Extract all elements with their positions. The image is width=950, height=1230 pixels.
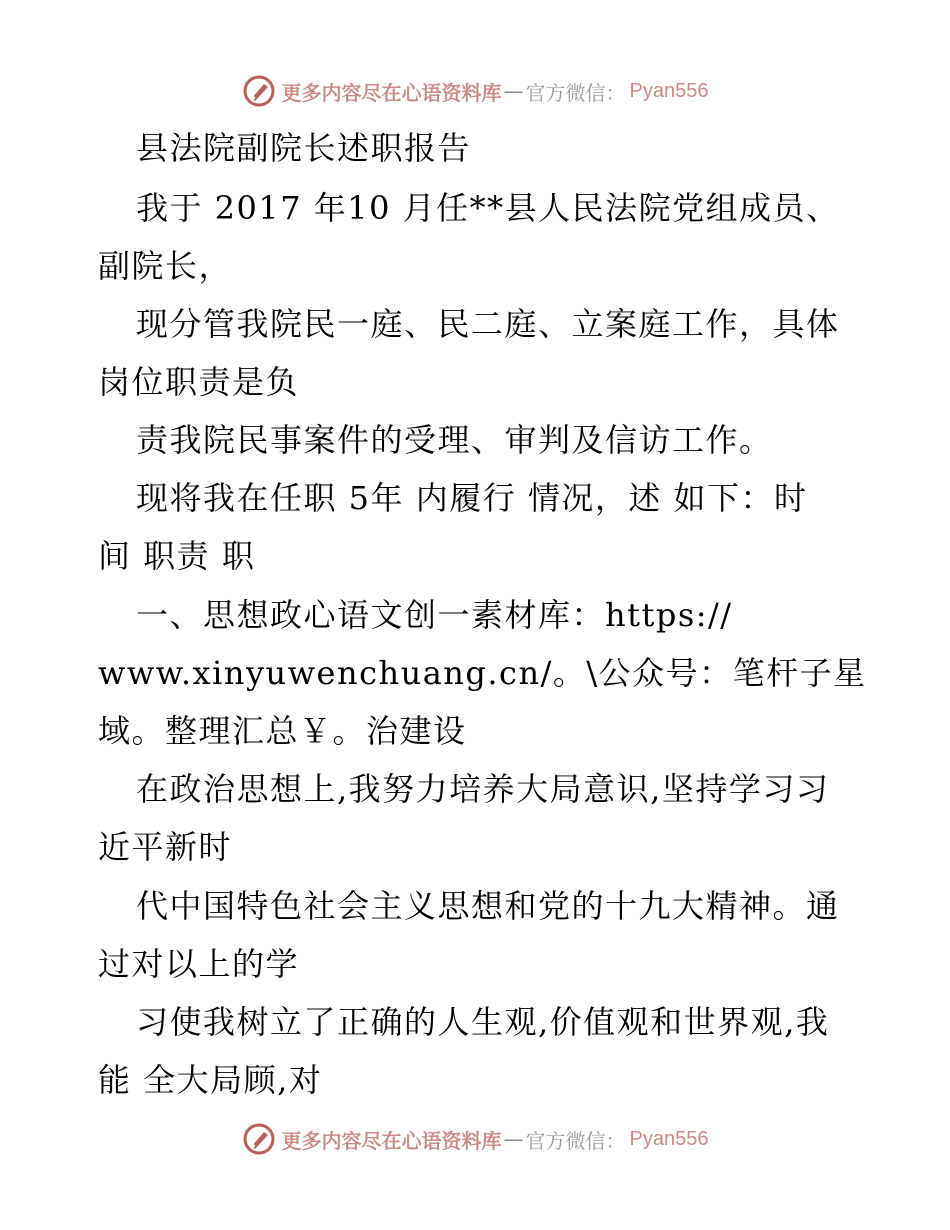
paragraph-line: 责我院民事案件的受理、审判及信访工作。 (136, 421, 773, 459)
paragraph-line: 在政治思想上,我努力培养大局意识,坚持学习习 (136, 770, 830, 808)
paragraph-line: 代中国特色社会主义思想和党的十九大精神。通 (136, 887, 840, 925)
paragraph-line: 我于 2017 年10 月任**县人民法院党组成员、 (136, 189, 840, 227)
banner-text: 更多内容尽在心语资料库 (281, 1128, 502, 1153)
paragraph-line: 副院长， (98, 247, 233, 285)
paragraph-line: 能 全大局顾,对 (98, 1061, 323, 1099)
footer-watermark-banner (0, 1116, 950, 1162)
document-title: 县法院副院长述职报告 (136, 129, 472, 167)
banner-text: 更多内容尽在心语资料库 (281, 80, 502, 105)
banner-wechat-id: Pyan556 (629, 1127, 709, 1150)
paragraph-line: 过对以上的学 (98, 945, 300, 983)
paragraph-line: 岗位职责是负 (98, 363, 300, 401)
pen-logo-icon (242, 74, 276, 108)
banner-wechat-id: Pyan556 (629, 79, 709, 102)
banner-wechat-label: 官方微信： (525, 80, 626, 105)
paragraph-line: 间 职责 职 (98, 537, 256, 575)
paragraph-line: www.xinyuwenchuang.cn/。\公众号：笔杆子星 (98, 654, 867, 692)
banner-wechat-label: 官方微信： (525, 1128, 626, 1153)
paragraph-line: 现分管我院民一庭、民二庭、立案庭工作，具体 (136, 305, 840, 343)
banner-dash: — (503, 79, 524, 103)
banner-dash: — (503, 1127, 524, 1151)
paragraph-line: 现将我在任职 5年 内履行 情况，述 如下：时 (136, 479, 808, 517)
paragraph-line: 习使我树立了正确的人生观,价值观和世界观,我 (136, 1003, 830, 1041)
paragraph-line: 一、思想政心语文创一素材库：https:// (136, 596, 733, 634)
header-watermark-banner (0, 68, 950, 114)
paragraph-line: 近平新时 (98, 828, 233, 866)
pen-logo-icon (242, 1122, 276, 1156)
paragraph-line: 域。整理汇总￥。治建设 (98, 712, 467, 750)
